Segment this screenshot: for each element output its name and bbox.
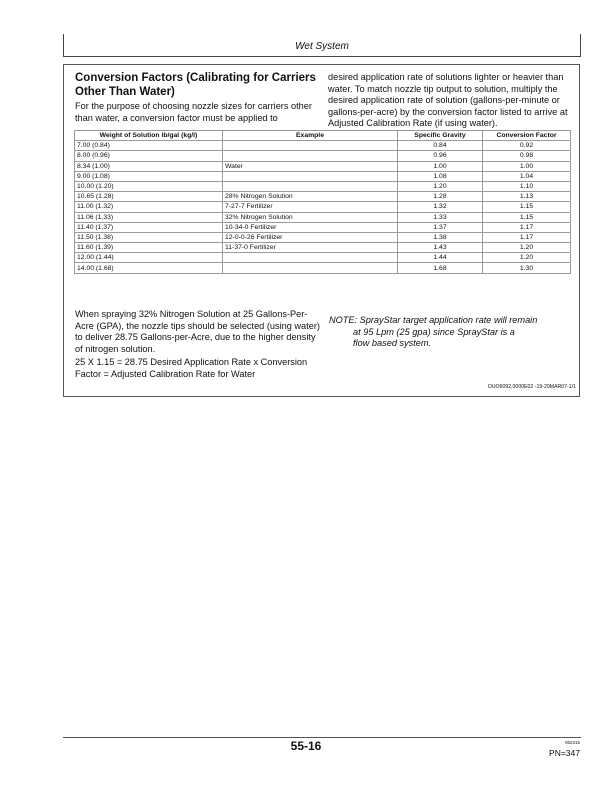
table-row: [75, 212, 571, 222]
cell-example: [223, 151, 398, 161]
part-number: PN=347: [549, 748, 580, 758]
cell-weight: 11.00 (1.32): [75, 202, 223, 212]
cell-specific-gravity: 1.68: [398, 263, 483, 273]
reference-code: OUO6092,0000E02 -19-29MAR07-1/1: [487, 384, 576, 390]
intro-text-left: For the purpose of choosing nozzle sizes for carriers other than water, a conversion factor must be applied to: [75, 101, 312, 123]
cell-conversion-factor: 1.10: [483, 181, 571, 191]
table-row: [75, 253, 571, 263]
page-number: 55-16: [290, 739, 322, 753]
table-row: [75, 232, 571, 242]
cell-weight: 8.00 (0.96): [75, 151, 223, 161]
cell-specific-gravity: 1.32: [398, 202, 483, 212]
table-body: [75, 141, 571, 273]
cell-specific-gravity: 0.84: [398, 141, 483, 151]
table-row: [75, 171, 571, 181]
cell-specific-gravity: 1.37: [398, 222, 483, 232]
cell-example: 11-37-0 Fertilizer: [223, 243, 398, 253]
cell-weight: 10.00 (1.20): [75, 181, 223, 191]
cell-weight: 8.34 (1.00): [75, 161, 223, 171]
cell-specific-gravity: 1.43: [398, 243, 483, 253]
table-row: [75, 202, 571, 212]
header-example: Example: [223, 131, 398, 141]
cell-conversion-factor: 0.92: [483, 141, 571, 151]
cell-example: [223, 253, 398, 263]
table-header-row: [75, 131, 571, 141]
cell-weight: 11.50 (1.38): [75, 232, 223, 242]
cell-weight: 11.06 (1.33): [75, 212, 223, 222]
cell-conversion-factor: 1.13: [483, 192, 571, 202]
cell-example: 28% Nitrogen Solution: [223, 192, 398, 202]
cell-specific-gravity: 1.20: [398, 181, 483, 191]
cell-example: 32% Nitrogen Solution: [223, 212, 398, 222]
intro-text-right: desired application rate of solutions lighter or heavier than water. To match nozzle tip output to solution, multiply the desired application rate of solution (gallons-per-minute or gallons-per-acre) by the conversion factor listed to arrive at Adjusted Calibration Rate (if using water).: [328, 72, 568, 128]
cell-example: 12-0-0-26 Fertilizer: [223, 232, 398, 242]
cell-weight: 11.40 (1.37): [75, 222, 223, 232]
cell-specific-gravity: 1.44: [398, 253, 483, 263]
cell-weight: 12.00 (1.44): [75, 253, 223, 263]
footer-code: 062315: [564, 740, 580, 745]
cell-specific-gravity: 1.08: [398, 171, 483, 181]
example-paragraph: When spraying 32% Nitrogen Solution at 25 Gallons-Per-Acre (GPA), the nozzle tips should be selected (using water) to deliver 28.75 Gallons-per-Acre, due to the higher density of nitrogen solution.: [75, 309, 320, 354]
cell-weight: 14.00 (1.68): [75, 263, 223, 273]
cell-conversion-factor: 1.15: [483, 212, 571, 222]
cell-example: 10-34-0 Fertilizer: [223, 222, 398, 232]
cell-example: [223, 181, 398, 191]
cell-specific-gravity: 1.38: [398, 232, 483, 242]
cell-example: [223, 171, 398, 181]
cell-example: 7-27-7 Fertilizer: [223, 202, 398, 212]
header-conversion-factor: Conversion Factor: [483, 131, 571, 141]
header-rule-bottom: [63, 56, 581, 57]
note-line-2: at 95 Lpm (25 gpa) since SprayStar is a: [353, 326, 515, 337]
cell-conversion-factor: 1.00: [483, 161, 571, 171]
page-header-title: Wet System: [295, 41, 349, 52]
cell-specific-gravity: 1.33: [398, 212, 483, 222]
table-row: [75, 222, 571, 232]
table-row: [75, 141, 571, 151]
cell-conversion-factor: 1.20: [483, 243, 571, 253]
cell-conversion-factor: 1.04: [483, 171, 571, 181]
note-line-3: flow based system.: [353, 338, 432, 348]
cell-weight: 7.00 (0.84): [75, 141, 223, 151]
cell-example: [223, 141, 398, 151]
table-row: [75, 181, 571, 191]
cell-example: [223, 263, 398, 273]
cell-specific-gravity: 1.00: [398, 161, 483, 171]
cell-weight: 10.65 (1.28): [75, 192, 223, 202]
cell-conversion-factor: 1.17: [483, 222, 571, 232]
header-weight: Weight of Solution lb/gal (kg/l): [75, 131, 223, 141]
table-row: [75, 161, 571, 171]
cell-conversion-factor: 0.98: [483, 151, 571, 161]
cell-specific-gravity: 1.28: [398, 192, 483, 202]
cell-example: Water: [223, 161, 398, 171]
table-row: [75, 151, 571, 161]
cell-conversion-factor: 1.15: [483, 202, 571, 212]
cell-conversion-factor: 1.20: [483, 253, 571, 263]
conversion-table: [74, 130, 571, 274]
note-block: [329, 315, 574, 350]
table-row: [75, 243, 571, 253]
table-row: [75, 192, 571, 202]
section-title: Conversion Factors (Calibrating for Carriers Other Than Water): [75, 72, 316, 98]
footer-rule: [63, 737, 581, 738]
formula-paragraph: 25 X 1.15 = 28.75 Desired Application Rate x Conversion Factor = Adjusted Calibration Rate for Water: [75, 357, 308, 379]
header-specific-gravity: Specific Gravity: [398, 131, 483, 141]
cell-conversion-factor: 1.17: [483, 232, 571, 242]
cell-conversion-factor: 1.30: [483, 263, 571, 273]
cell-weight: 9.00 (1.08): [75, 171, 223, 181]
note-line-1: NOTE: SprayStar target application rate will remain: [329, 315, 538, 325]
cell-specific-gravity: 0.96: [398, 151, 483, 161]
table-row: [75, 263, 571, 273]
cell-weight: 11.60 (1.39): [75, 243, 223, 253]
